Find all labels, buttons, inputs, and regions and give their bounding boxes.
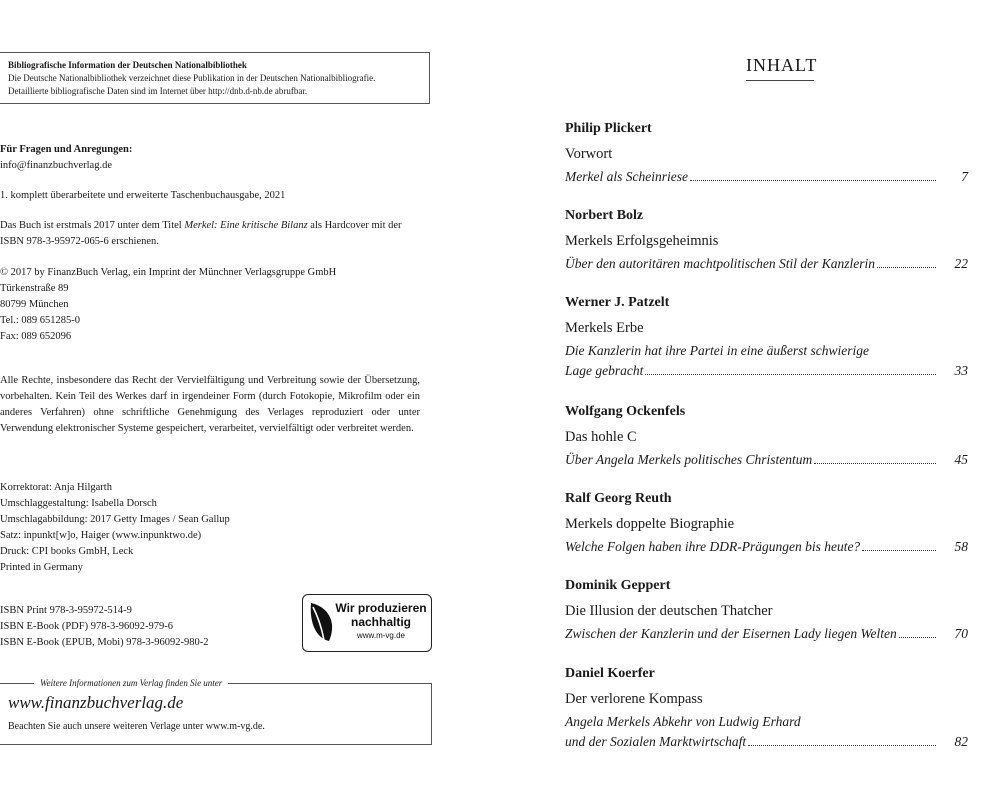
- rights-notice: Alle Rechte, insbesondere das Recht der Vervielfältigung und Verbreitung sowie der Übersetzung, vorbehalten. Kein Teil des Werkes darf in irgendeiner Form (durch Fotokopie, Mikrofilm oder ein anderes Verfahren) ohne schriftliche Genehmigung des Verlages reproduziert oder unter Verwendung elektronischer Systeme gespeichert, verarbeitet, vervielfältigt oder verbreitet werden.: [0, 375, 420, 434]
- toc-page-number: 33: [954, 363, 968, 378]
- credit-line: Printed in Germany: [0, 562, 83, 573]
- toc-heading: INHALT: [746, 55, 818, 75]
- toc-author: Werner J. Patzelt: [565, 295, 670, 310]
- fax-line: Fax: 089 652096: [0, 331, 72, 342]
- toc-leader-dots: [814, 463, 936, 464]
- toc-subtitle: Welche Folgen haben ihre DDR-Prägungen bis heute?: [565, 539, 861, 554]
- edition-line: 1. komplett überarbeitete und erweiterte Taschenbuchausgabe, 2021: [0, 190, 286, 201]
- toc-entry[interactable]: [565, 403, 968, 470]
- logo-line2: nachhaltig: [350, 615, 411, 629]
- toc-entry[interactable]: [565, 207, 968, 274]
- toc-page-number: 22: [954, 256, 968, 271]
- toc-entry[interactable]: [565, 294, 968, 381]
- first-published-note: [0, 218, 420, 250]
- toc-subtitle-line: [565, 732, 968, 752]
- toc-leader-dots: [748, 745, 936, 746]
- toc-heading-rule: [746, 80, 814, 81]
- toc-title: Merkels doppelte Biographie: [565, 516, 735, 532]
- credit-line: Umschlaggestaltung: Isabella Dorsch: [0, 498, 157, 509]
- bibliographic-info-box: [0, 52, 430, 104]
- toc-page-number: 82: [954, 734, 968, 749]
- biblio-line: Die Deutsche Nationalbibliothek verzeichnet diese Publikation in der Deutschen Nationalbibliografie.: [8, 73, 376, 83]
- toc-subtitle: und der Sozialen Marktwirtschaft: [565, 734, 747, 749]
- toc-title: Das hohle C: [565, 429, 637, 445]
- toc-subtitle: Über den autoritären machtpolitischen Stil der Kanzlerin: [565, 256, 875, 271]
- toc-entry[interactable]: [565, 490, 968, 557]
- toc-subtitle: Die Kanzlerin hat ihre Partei in eine äußerst schwierige: [565, 343, 869, 358]
- toc-subtitle: Zwischen der Kanzlerin und der Eisernen Lady liegen Welten: [565, 626, 897, 641]
- toc-leader-dots: [645, 374, 936, 375]
- toc-subtitle-line: [565, 450, 968, 470]
- credit-line: Umschlagabbildung: 2017 Getty Images / Sean Gallup: [0, 514, 230, 525]
- toc-subtitle: Über Angela Merkels politisches Christentum: [565, 452, 813, 467]
- copyright-line: © 2017 by FinanzBuch Verlag, ein Imprint der Münchner Verlagsgruppe GmbH: [0, 267, 337, 278]
- first-published-before: Das Buch ist erstmals 2017 unter dem Titel: [0, 220, 185, 231]
- toc-author: Philip Plickert: [565, 121, 652, 136]
- toc-subtitle-line: [565, 167, 968, 187]
- isbn-block: [0, 603, 209, 651]
- tel-line: Tel.: 089 651285-0: [0, 315, 81, 326]
- toc-author: Daniel Koerfer: [565, 666, 655, 681]
- credit-line: Korrektorat: Anja Hilgarth: [0, 482, 112, 493]
- credit-line: Satz: inpunkt[w]o, Haiger (www.inpunktwo.de): [0, 530, 202, 541]
- toc-author: Wolfgang Ockenfels: [565, 404, 686, 419]
- toc-subtitle: Angela Merkels Abkehr von Ludwig Erhard: [565, 714, 801, 729]
- biblio-line: Detaillierte bibliografische Daten sind im Internet über http://dnb.d-nb.de abrufbar.: [8, 86, 308, 96]
- publisher-address: [0, 265, 336, 345]
- toc-author: Ralf Georg Reuth: [565, 491, 672, 506]
- credit-line: Druck: CPI books GmbH, Leck: [0, 546, 134, 557]
- toc-page-number: 70: [954, 626, 968, 641]
- more-publishers-note: Beachten Sie auch unsere weiteren Verlage unter www.m-vg.de.: [8, 721, 265, 732]
- city-line: 80799 München: [0, 299, 69, 310]
- toc-leader-dots: [690, 180, 936, 181]
- contact-heading: Für Fragen und Anregungen:: [0, 144, 133, 155]
- toc-subtitle: Lage gebracht: [565, 363, 644, 378]
- toc-entry[interactable]: [565, 120, 968, 187]
- toc-leader-dots: [899, 637, 936, 638]
- sustainability-logo: [302, 594, 432, 652]
- contact-block: [0, 142, 132, 174]
- toc-subtitle-line: [565, 537, 968, 557]
- logo-url: www.m-vg.de: [356, 631, 405, 640]
- isbn-line: ISBN Print 978-3-95972-514-9: [0, 605, 132, 616]
- toc-subtitle-line: [565, 254, 968, 274]
- toc-entry[interactable]: [565, 577, 968, 644]
- toc-author: Dominik Geppert: [565, 578, 671, 593]
- original-title: Merkel: Eine kritische Bilanz: [184, 220, 308, 231]
- logo-line1: Wir produzieren: [335, 601, 427, 615]
- credits-block: [0, 480, 230, 576]
- toc-author: Norbert Bolz: [565, 208, 644, 223]
- toc-page-number: 45: [954, 452, 968, 467]
- web-box-legend: Weitere Informationen zum Verlag finden Sie unter: [34, 677, 228, 690]
- toc-subtitle-line: [565, 361, 968, 381]
- contact-email[interactable]: info@finanzbuchverlag.de: [0, 160, 112, 171]
- toc-leader-dots: [862, 550, 936, 551]
- toc-subtitle-line: [565, 624, 968, 644]
- toc-subtitle: Merkel als Scheinriese: [565, 169, 688, 184]
- toc-page-number: 58: [954, 539, 968, 554]
- toc-title: Merkels Erfolgsgeheimnis: [565, 233, 719, 249]
- publisher-url[interactable]: www.finanzbuchverlag.de: [8, 693, 184, 712]
- first-published-after: als Hardcover mit der ISBN 978-3-95972-065-6 erschienen.: [0, 220, 402, 247]
- leaf-icon: [307, 597, 337, 649]
- toc-title: Vorwort: [565, 146, 613, 162]
- isbn-line: ISBN E-Book (PDF) 978-3-96092-979-6: [0, 621, 173, 632]
- toc-leader-dots: [877, 267, 936, 268]
- toc-page-number: 7: [961, 169, 968, 184]
- toc-entry[interactable]: [565, 665, 968, 752]
- toc-title: Die Illusion der deutschen Thatcher: [565, 603, 773, 619]
- publisher-web-box: [0, 678, 432, 745]
- isbn-line: ISBN E-Book (EPUB, Mobi) 978-3-96092-980-2: [0, 637, 209, 648]
- toc-title: Merkels Erbe: [565, 320, 644, 336]
- biblio-title: Bibliografische Information der Deutschen Nationalbibliothek: [8, 60, 247, 70]
- toc-title: Der verlorene Kompass: [565, 691, 703, 707]
- street-line: Türkenstraße 89: [0, 283, 69, 294]
